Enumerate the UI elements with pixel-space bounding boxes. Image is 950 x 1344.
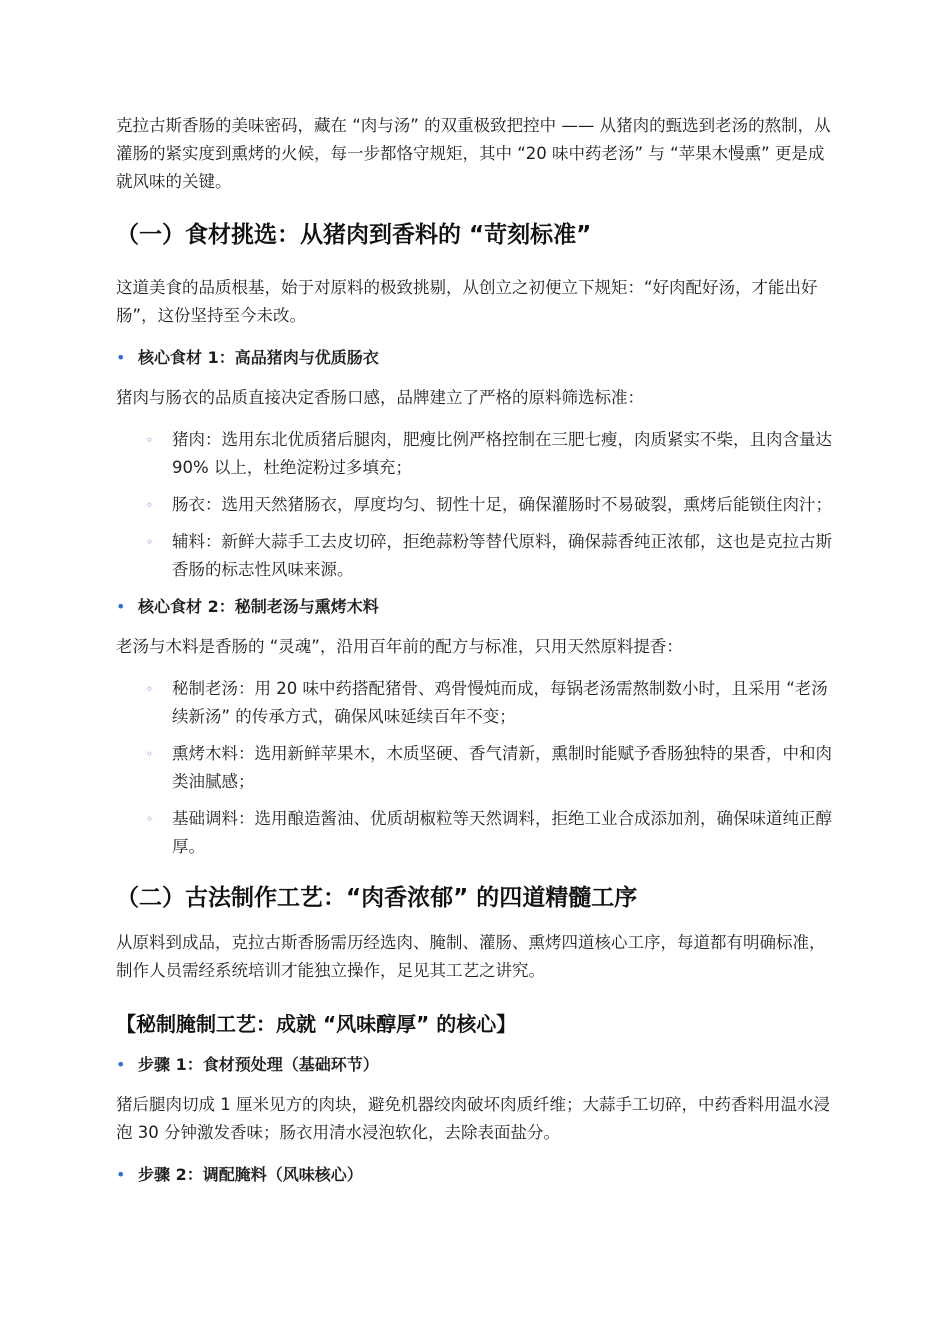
circle-bullet-icon: ◦	[146, 747, 154, 761]
circle-bullet-icon: ◦	[146, 498, 154, 512]
section-2-intro: 从原料到成品，克拉古斯香肠需历经选肉、腌制、灌肠、熏烤四道核心工序，每道都有明确标准，制作人员需经系统培训才能独立操作，足见其工艺之讲究。	[116, 933, 826, 980]
sub-list-item	[116, 426, 834, 482]
sub-list-item	[116, 491, 834, 519]
section-2-subheading: 【秘制腌制工艺：成就 “风味醇厚” 的核心】	[116, 1012, 517, 1036]
sub-list-item	[116, 528, 834, 584]
step-title: 步骤 2：调配腌料（风味核心）	[138, 1165, 363, 1184]
sub-list-item	[116, 740, 834, 796]
step-title: 步骤 1：食材预处理（基础环节）	[138, 1055, 379, 1074]
bullet-item	[116, 593, 834, 621]
sub-list-text: 猪肉：选用东北优质猪后腿肉，肥瘦比例严格控制在三肥七瘦，肉质紧实不柴，且肉含量达 90% 以上，杜绝淀粉过多填充；	[172, 430, 832, 477]
sub-list-text: 熏烤木料：选用新鲜苹果木，木质坚硬、香气清新，熏制时能赋予香肠独特的果香，中和肉类油腻感；	[172, 744, 832, 791]
bullet-item	[116, 344, 834, 372]
sub-list-item	[116, 805, 834, 861]
section-1-intro: 这道美食的品质根基，始于对原料的极致挑剔，从创立之初便立下规矩：“好肉配好汤，才能出好肠”，这份坚持至今未改。	[116, 278, 818, 325]
step-item	[116, 1051, 834, 1079]
intro-paragraph: 克拉古斯香肠的美味密码，藏在 “肉与汤” 的双重极致把控中 —— 从猪肉的甄选到老汤的熬制，从灌肠的紧实度到熏烤的火候，每一步都恪守规矩，其中 “20 味中药老汤” 与 “苹果木慢熏” 更是成就风味的关键。	[116, 116, 831, 191]
sub-list	[116, 426, 834, 584]
section-2-heading: （二）古法制作工艺：“肉香浓郁” 的四道精髓工序	[116, 885, 638, 911]
step-item	[116, 1161, 834, 1189]
sub-list-text: 肠衣：选用天然猪肠衣，厚度均匀、韧性十足，确保灌肠时不易破裂，熏烤后能锁住肉汁；	[172, 495, 832, 514]
bullet-description: 老汤与木料是香肠的 “灵魂”，沿用百年前的配方与标准，只用天然原料提香：	[116, 637, 683, 656]
bullet-title: 核心食材 2：秘制老汤与熏烤木料	[138, 597, 379, 616]
bullet-description: 猪肉与肠衣的品质直接决定香肠口感，品牌建立了严格的原料筛选标准：	[116, 388, 644, 407]
bullet-dot-icon: •	[116, 597, 126, 616]
sub-list-text: 秘制老汤：用 20 味中药搭配猪骨、鸡骨慢炖而成，每锅老汤需熬制数小时，且采用 “老汤续新汤” 的传承方式，确保风味延续百年不变；	[172, 679, 828, 726]
sub-list-text: 基础调料：选用酿造酱油、优质胡椒粒等天然调料，拒绝工业合成添加剂，确保味道纯正醇厚。	[172, 809, 832, 856]
bullet-title: 核心食材 1：高品猪肉与优质肠衣	[138, 348, 379, 367]
circle-bullet-icon: ◦	[146, 535, 154, 549]
circle-bullet-icon: ◦	[146, 433, 154, 447]
section-1-heading: （一）食材挑选：从猪肉到香料的 “苛刻标准”	[116, 222, 592, 248]
sub-list-text: 辅料：新鲜大蒜手工去皮切碎，拒绝蒜粉等替代原料，确保蒜香纯正浓郁，这也是克拉古斯香肠的标志性风味来源。	[172, 532, 832, 579]
step-description: 猪后腿肉切成 1 厘米见方的肉块，避免机器绞肉破坏肉质纤维；大蒜手工切碎，中药香料用温水浸泡 30 分钟激发香味；肠衣用清水浸泡软化，去除表面盐分。	[116, 1095, 830, 1142]
sub-list	[116, 675, 834, 861]
circle-bullet-icon: ◦	[146, 812, 154, 826]
bullet-dot-icon: •	[116, 1165, 126, 1184]
bullet-dot-icon: •	[116, 348, 126, 367]
circle-bullet-icon: ◦	[146, 682, 154, 696]
sub-list-item	[116, 675, 834, 731]
bullet-dot-icon: •	[116, 1055, 126, 1074]
